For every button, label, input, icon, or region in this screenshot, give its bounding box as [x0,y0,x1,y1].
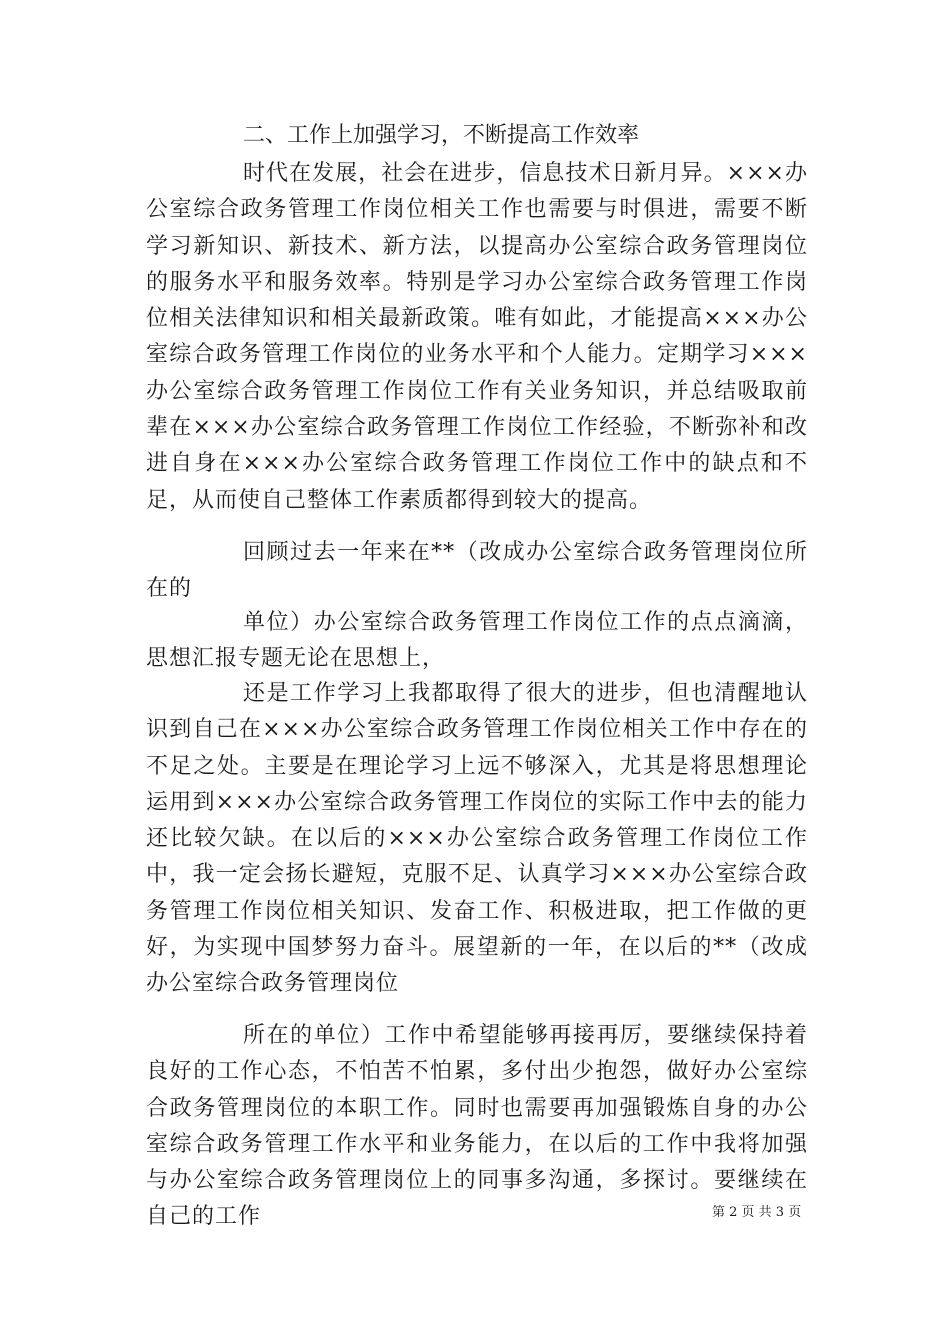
paragraph-outlook: 所在的单位）工作中希望能够再接再厉，要继续保持着良好的工作心态，不怕苦不怕累，多付出少抱怨，做好办公室综合政务管理岗位的本职工作。同时也需要再加强锻炼自身的办公室综合政务管理工作水平和业务能力，在以后的工作中我将加强与办公室综合政务管理岗位上的同事多沟通，多探讨。要继续在自己的工作 [146,1023,808,1230]
paragraph-review-start: 回顾过去一年来在**（改成办公室综合政务管理岗位所在的 [146,540,808,602]
page-number-footer: 第 2 页 共 3 页 [712,1205,802,1220]
paragraph-review-unit: 单位）办公室综合政务管理工作岗位工作的点点滴滴，思想汇报专题无论在思想上， [146,610,808,672]
section-heading: 二、工作上加强学习，不断提高工作效率 [243,123,640,148]
paragraph-study: 时代在发展，社会在进步，信息技术日新月异。×××办公室综合政务管理工作岗位相关工作也需要与时俱进，需要不断学习新知识、新技术、新方法，以提高办公室综合政务管理岗位的服务水平和服务效率。特别是学习办公室综合政务管理工作岗位相关法律知识和相关最新政策。唯有如此，才能提高×××办公室综合政务管理工作岗位的业务水平和个人能力。定期学习×××办公室综合政务管理工作岗位工作有关业务知识，并总结吸取前辈在×××办公室综合政务管理工作岗位工作经验，不断弥补和改进自身在×××办公室综合政务管理工作岗位工作中的缺点和不足，从而使自己整体工作素质都得到较大的提高。 [146,161,808,513]
paragraph-progress: 还是工作学习上我都取得了很大的进步，但也清醒地认识到自己在×××办公室综合政务管理工作岗位相关工作中存在的不足之处。主要是在理论学习上远不够深入，尤其是将思想理论运用到×××办公室综合政务管理工作岗位的实际工作中去的能力还比较欠缺。在以后的×××办公室综合政务管理工作岗位工作中，我一定会扬长避短，克服不足、认真学习×××办公室综合政务管理工作岗位相关知识、发奋工作、积极进取，把工作做的更好，为实现中国梦努力奋斗。展望新的一年，在以后的**（改成办公室综合政务管理岗位 [146,681,808,997]
